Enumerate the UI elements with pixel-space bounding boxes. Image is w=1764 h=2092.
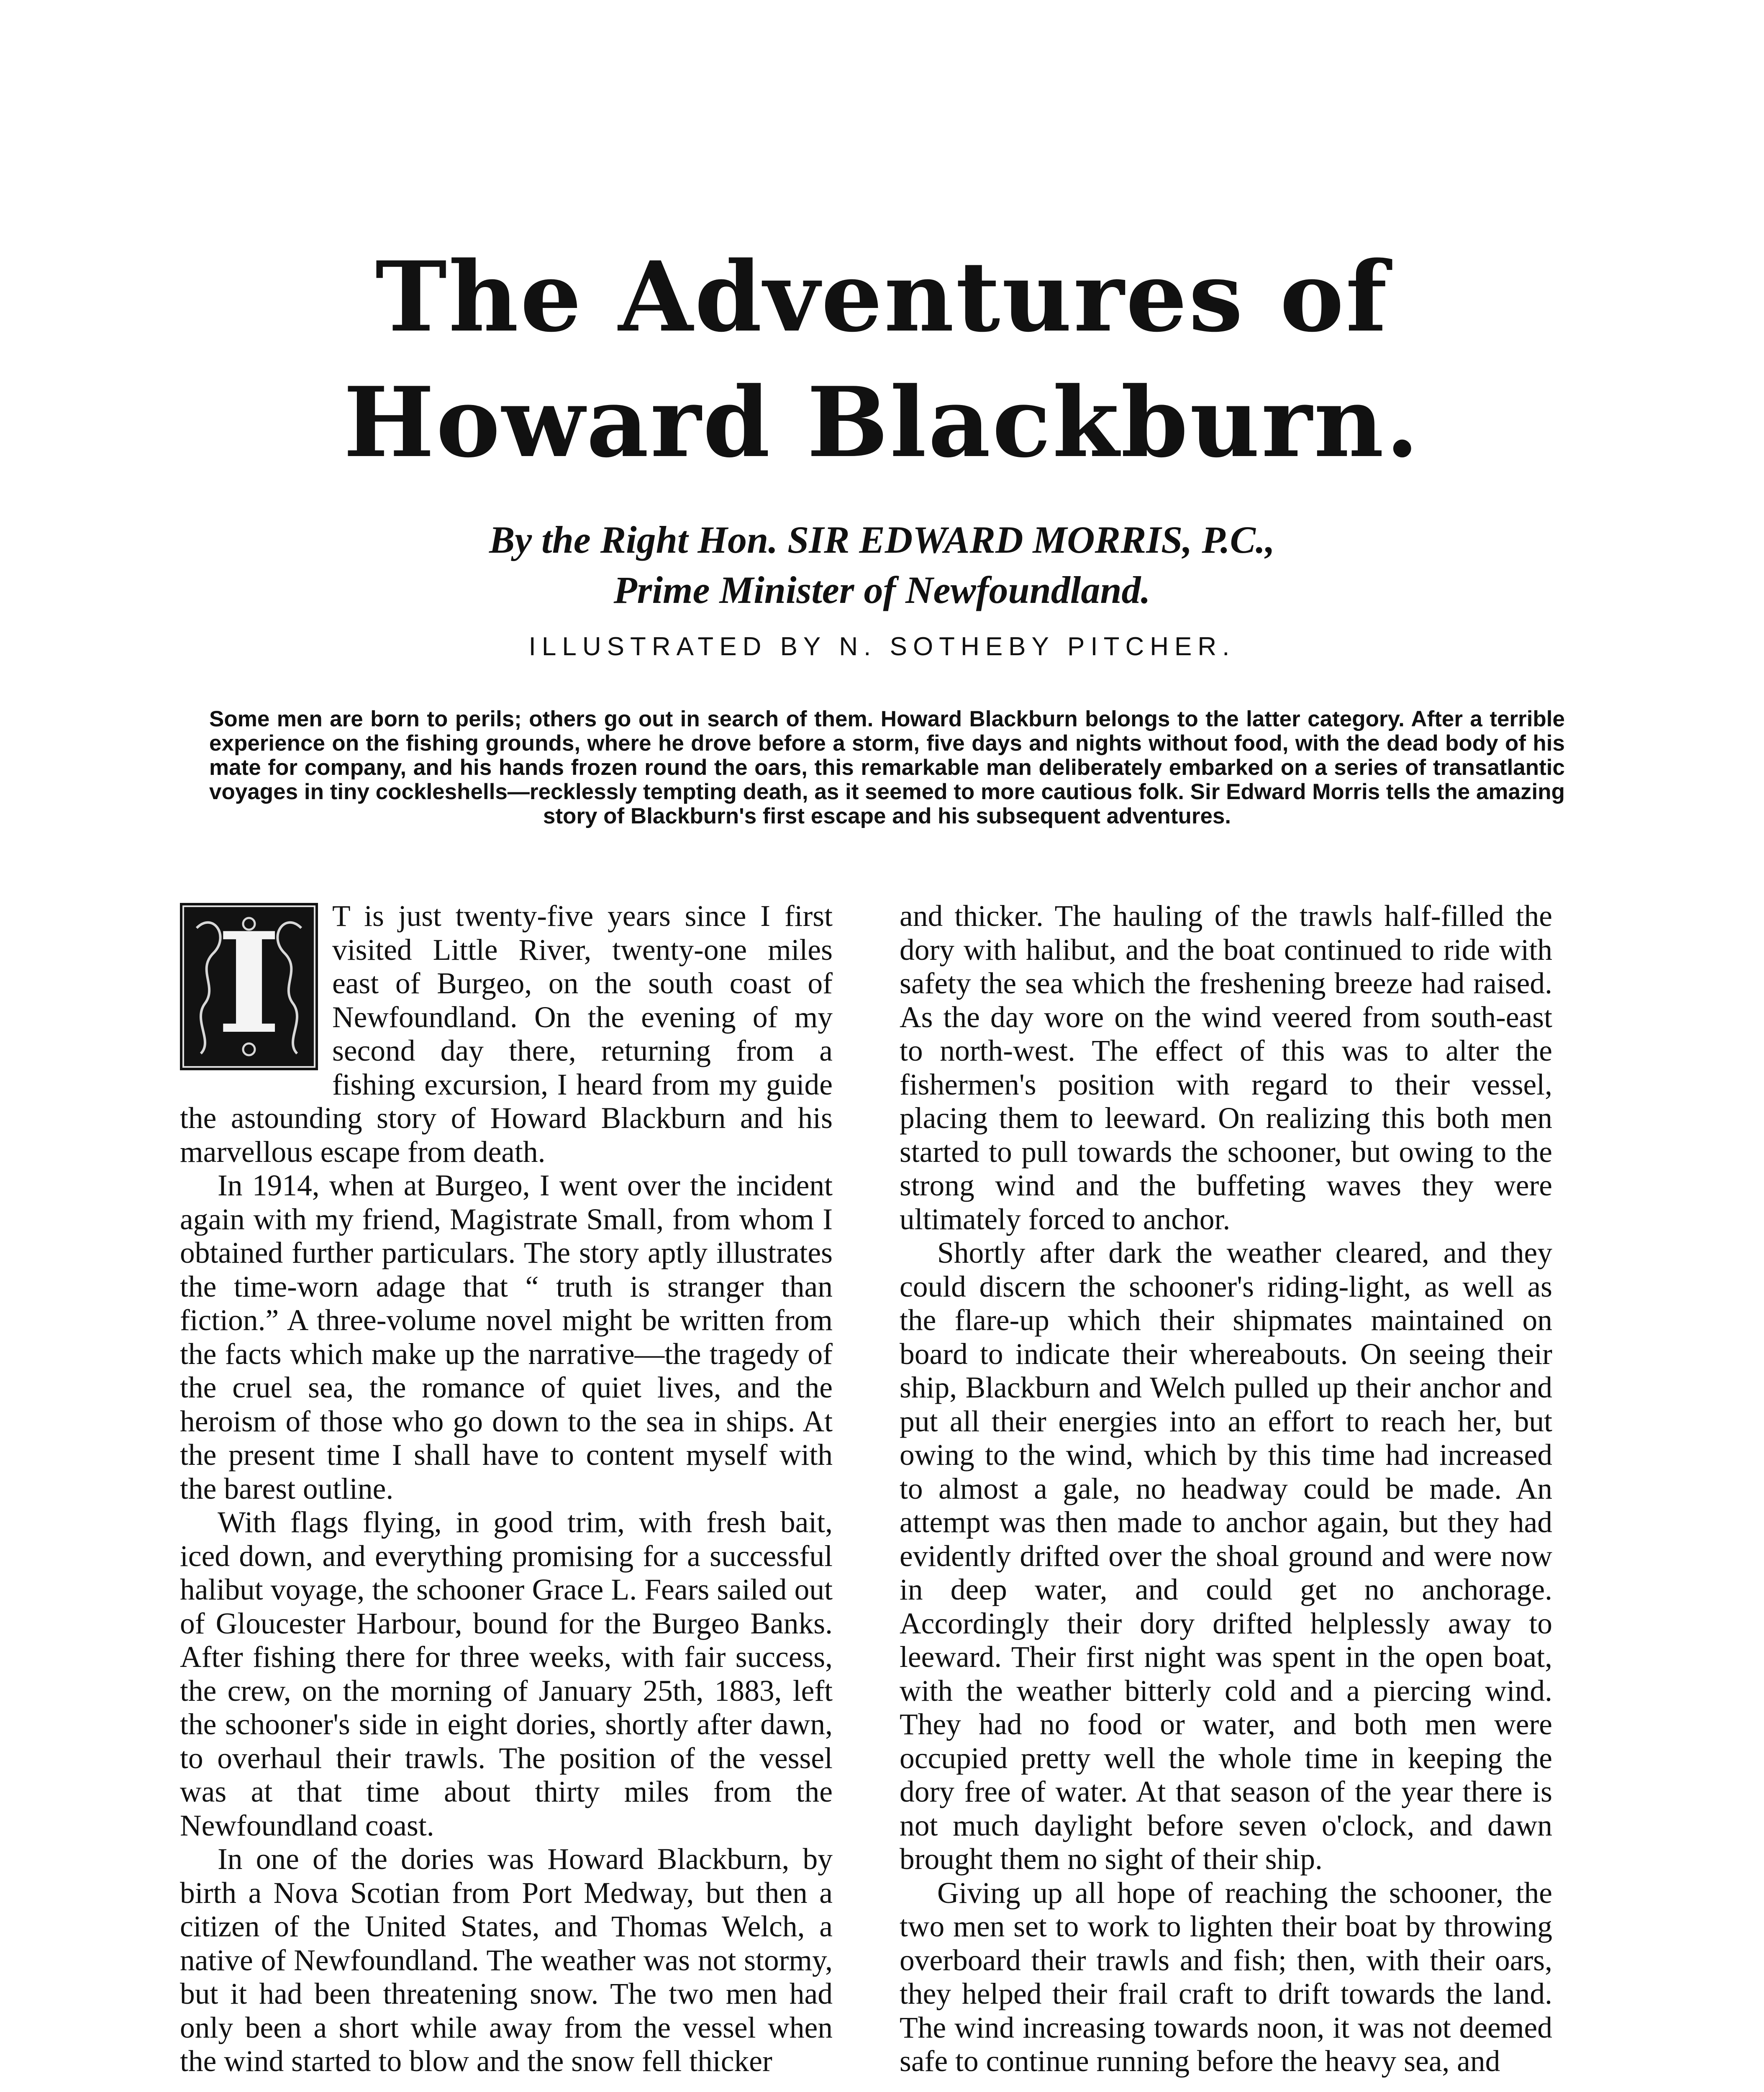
illustrator-credit: ILLUSTRATED BY N. SOTHEBY PITCHER. <box>528 632 1236 661</box>
paragraph: and thicker. The hauling of the trawls half-filled the dory with halibut, and the boat continued to ride with safety the sea which the freshening breeze had raised. As the day wore on the wind veered from south-east to north-west. The effect of this was to alter the fishermen's position with regard to their vessel, placing them to leeward. On realizing this both men started to pull towards the schooner, but owing to the strong wind and the buffeting waves they were ultimately forced to anchor. <box>900 900 1552 1236</box>
paragraph: In one of the dories was Howard Blackburn, by birth a Nova Scotian from Port Medway, but then a citizen of the United States, and Thomas Welch, a native of Newfoundland. The weather was not stormy, but it had been threatening snow. The two men had only been a short while away from the vessel when the wind started to blow and the snow fell thicker <box>180 1843 833 2078</box>
drop-cap <box>180 903 318 1070</box>
author-byline <box>126 515 1638 615</box>
paragraph: T is just twenty-five years since I first visited Little River, twenty-one miles east of Burgeo, on the south coast of Newfoundland. On the evening of my second day there, returning from a fishing excursion, I heard from my guide the astounding story of Howard Blackburn and his marvellous escape from death. <box>180 900 833 1169</box>
left-column <box>180 900 833 2092</box>
paragraph: With flags flying, in good trim, with fresh bait, iced down, and everything promising for a successful halibut voyage, the schooner Grace L. Fears sailed out of Gloucester Harbour, bound for the Burgeo Banks. After fishing there for three weeks, with fair success, the crew, on the morning of January 25th, 1883, left the schooner's side in eight dories, shortly after dawn, to overhaul their trawls. The position of the vessel was at that time about thirty miles from the Newfoundland coast. <box>180 1506 833 1842</box>
byline-line-2: Prime Minister of Newfoundland. <box>613 569 1151 611</box>
article-summary: Some men are born to perils; others go out in search of them. Howard Blackburn belongs to the latter category. After a terrible experience on the fishing grounds, where he drove before a storm, five days and nights without food, with the dead body of his mate for company, and his hands frozen round the oars, this remarkable man deliberately embarked on a series of transatlantic voyages in tiny cockleshells—recklessly tempting death, as it seemed to more cautious folk. Sir Edward Morris tells the amazing story of Blackburn's first escape and his subsequent adventures. <box>209 707 1565 828</box>
paragraph: Giving up all hope of reaching the schooner, the two men set to work to lighten their boat by throwing overboard their trawls and fish; then, with their oars, they helped their frail craft to drift towards the land. The wind increasing towards noon, it was not deemed safe to continue running before the heavy sea, and <box>900 1876 1552 2078</box>
paragraph: In 1914, when at Burgeo, I went over the incident again with my friend, Magistrate Small, from whom I obtained further particulars. The story aptly illustrates the time-worn adage that “ truth is stranger than fiction.” A three-volume novel might be written from the facts which make up the narrative—the tragedy of the cruel sea, the romance of quiet lives, and the heroism of those who go down to the sea in ships. At the present time I shall have to content myself with the barest outline. <box>180 1169 833 1505</box>
article-title <box>126 234 1638 485</box>
title-line-1: The Adventures of <box>375 241 1389 354</box>
drop-cap-letter: I <box>216 902 282 1064</box>
byline-line-1: By the Right Hon. SIR EDWARD MORRIS, P.C., <box>489 518 1275 561</box>
right-column <box>900 900 1552 2092</box>
title-line-2: Howard Blackburn. <box>343 366 1421 479</box>
paragraph: Shortly after dark the weather cleared, and they could discern the schooner's riding-light, as well as the flare-up which their shipmates maintained on board to indicate their whereabouts. On seeing their ship, Blackburn and Welch pulled up their anchor and put all their energies into an effort to reach her, but owing to the wind, which by this time had increased to almost a gale, no headway could be made. An attempt was then made to anchor again, but they had evidently drifted over the shoal ground and were now in deep water, and could get no anchorage. Accordingly their dory drifted helplessly away to leeward. Their first night was spent in the open boat, with the weather bitterly cold and a piercing wind. They had no food or water, and both men were occupied pretty well the whole time in keeping the dory free of water. At that season of the year there is not much daylight before seven o'clock, and dawn brought them no sight of their ship. <box>900 1236 1552 1876</box>
